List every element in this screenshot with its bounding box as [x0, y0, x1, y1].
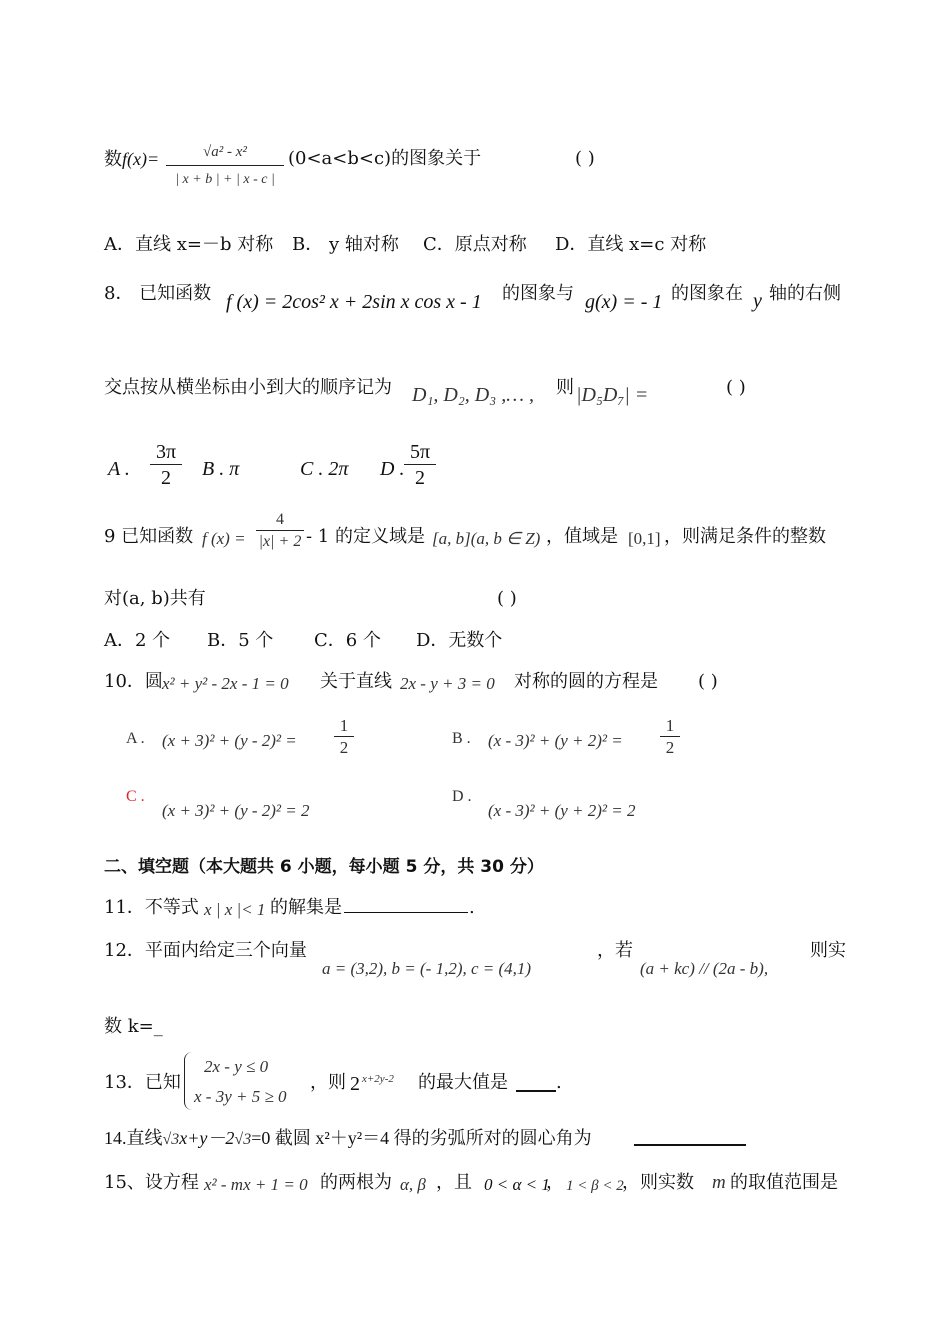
q8-function: f (x) = 2cos² x + 2sin x cos x - 1 [226, 291, 482, 313]
q14-text2: x+y－2 [179, 1128, 235, 1148]
q8-option-d-den: 2 [415, 467, 425, 489]
q8-option-d-label: D . [380, 458, 405, 480]
q8-option-a-den: 2 [161, 467, 171, 489]
q11-answer-blank[interactable] [344, 912, 468, 913]
q10-option-a-label: A . [126, 730, 145, 747]
q10-option-a-num: 1 [334, 716, 354, 737]
q7-fx: f(x)= [122, 149, 160, 169]
q15-expr: x² - mx + 1 = 0 [204, 1175, 308, 1194]
q13-label: 13．已知 [104, 1072, 181, 1093]
q12-label: 12．平面内给定三个向量 [104, 940, 307, 961]
q15-roots: α, β [400, 1175, 426, 1194]
q15-cond1-text: ，且 [436, 1172, 472, 1193]
q10-circle: x² + y² - 2x - 1 = 0 [162, 674, 289, 693]
q11-label: 11．不等式 [104, 897, 199, 918]
q10-option-d-label: D . [452, 788, 472, 805]
q10-option-b-label: B . [452, 730, 471, 747]
q8-option-d-frac [404, 440, 436, 491]
q15-comma: ， [546, 1172, 564, 1193]
q15-tail2: 的取值范围是 [730, 1172, 838, 1193]
q12-line2 [104, 1016, 163, 1038]
q10-option-c-label: C . [126, 788, 145, 805]
q9-tail: - 1 的定义域是 [306, 526, 425, 547]
q10-option-b-num: 1 [660, 716, 680, 737]
q9-line2: 对(a, b)共有 [104, 588, 206, 609]
q12-if: ，若 [597, 940, 633, 961]
q9-label: 9 已知函数 [104, 526, 194, 547]
q8-tail: 的图象在 [671, 283, 743, 304]
q10-option-a: (x + 3)² + (y - 2)² = [162, 731, 297, 750]
q13-answer-blank[interactable] [516, 1090, 556, 1092]
q8-option-a-label: A . [108, 458, 130, 480]
q9-option-b: B．5 个 [207, 630, 274, 651]
q10-line: 2x - y + 3 = 0 [400, 674, 495, 693]
q9-range: [0,1] [628, 529, 661, 548]
q7-fraction-den: | x + b | + | x - c | [175, 172, 275, 187]
q13-end: . [556, 1072, 562, 1093]
q8-tail2: 轴的右侧 [769, 283, 841, 304]
q7-fraction [166, 144, 284, 188]
q9-frac-den: |x| + 2 [258, 533, 302, 550]
q10-tail: 对称的圆的方程是 [514, 671, 658, 692]
q10-option-b-frac [660, 716, 680, 759]
q7-option-d: D．直线 x=c 对称 [555, 234, 707, 255]
q7-fraction-num: √a² - x² [166, 144, 284, 166]
q14-answer-blank[interactable] [634, 1144, 746, 1146]
q15-cond1: 0 < α < 1 [484, 1175, 550, 1194]
q14-text1: 14.直线 [104, 1128, 163, 1148]
q10-answer-paren: ( ) [698, 671, 718, 692]
q10-option-a-frac [334, 716, 354, 759]
q15-mid: 的两根为 [320, 1172, 392, 1193]
q12-condition: (a + kc) // (2a - b), [640, 959, 769, 978]
q7-answer-paren: ( ) [575, 148, 595, 169]
q8-points: D₁, D₂, D₃ ,… , [412, 384, 534, 406]
q10-option-a-den: 2 [339, 738, 349, 757]
q7-prefix: 数 [104, 149, 122, 170]
q7-stem [104, 148, 159, 171]
q12-line2-text: 数 k= [104, 1016, 154, 1037]
q8-option-a-num: 3π [150, 440, 182, 465]
q9-tail2: ，则满足条件的整数 [664, 526, 826, 547]
q11-end: . [469, 897, 475, 918]
q11-tail: 的解集是 [270, 897, 342, 918]
q9-option-c: C．6 个 [314, 630, 381, 651]
q12-answer-blank[interactable]: _ [153, 1016, 163, 1037]
section2-title: 二、填空题（本大题共 6 小题，每小题 5 分，共 30 分） [104, 857, 544, 877]
q14-text3: =0 截圆 x²＋y²＝4 得的劣弧所对的圆心角为 [251, 1128, 592, 1148]
q9-fx: f (x) = [202, 529, 246, 548]
q13-tail: 的最大值是 [418, 1072, 508, 1093]
q13-then: ，则 [310, 1072, 346, 1093]
q15-m: m [712, 1172, 726, 1193]
q8-line2: 交点按从横坐标由小到大的顺序记为 [104, 377, 392, 398]
q8-answer-paren: ( ) [726, 377, 746, 398]
q14-line [104, 1127, 592, 1151]
q9-answer-paren: ( ) [497, 588, 517, 609]
q15-cond2: 1 < β < 2 [566, 1178, 624, 1194]
q11-expr: x | x |< 1 [204, 900, 266, 919]
q13-base: 2 [350, 1073, 360, 1095]
q7-condition: (0<a<b<c)的图象关于 [288, 148, 482, 169]
q8-option-d-num: 5π [404, 440, 436, 465]
q12-tail: 则实 [810, 940, 846, 961]
q9-frac [256, 510, 304, 553]
q10-option-c: (x + 3)² + (y - 2)² = 2 [162, 801, 310, 820]
q13-brace [184, 1052, 193, 1110]
q9-frac-num: 4 [256, 510, 304, 531]
q8-option-a-frac [150, 440, 182, 491]
q10-option-b-den: 2 [665, 738, 675, 757]
q8-option-c: C . 2π [300, 458, 349, 480]
q8-label: 8． 已知函数 [104, 283, 212, 304]
q13-exponent: x+2y-2 [362, 1073, 394, 1085]
q8-mid: 的图象与 [502, 283, 574, 304]
q8-then: 则 [556, 377, 574, 398]
q13-sys2: x - 3y + 5 ≥ 0 [194, 1087, 287, 1106]
q8-g: g(x) = - 1 [585, 291, 663, 313]
q14-sqrt1: √3 [162, 1131, 180, 1148]
q7-option-c: C．原点对称 [423, 234, 527, 255]
q14-sqrt2: √3 [234, 1131, 252, 1148]
q15-tail: ，则实数 [622, 1172, 694, 1193]
q10-mid: 关于直线 [320, 671, 392, 692]
q7-option-b: B． y 轴对称 [292, 234, 399, 255]
q13-sys1: 2x - y ≤ 0 [204, 1057, 269, 1076]
q10-label: 10．圆 [104, 671, 163, 692]
q8-y: y [753, 290, 762, 312]
q8-abs: |D₅D₇| = [576, 384, 649, 406]
q10-option-b: (x - 3)² + (y + 2)² = [488, 731, 623, 750]
q10-option-d: (x - 3)² + (y + 2)² = 2 [488, 801, 636, 820]
q12-vectors: a = (3,2), b = (- 1,2), c = (4,1) [322, 959, 532, 978]
q8-option-b: B . π [202, 458, 240, 480]
q15-label: 15、设方程 [104, 1172, 199, 1193]
q9-range-text: ，值域是 [546, 526, 618, 547]
q9-domain: [a, b](a, b ∈ Z) [432, 529, 541, 548]
q7-option-a: A．直线 x=－b 对称 [104, 234, 274, 255]
q9-option-d: D．无数个 [416, 630, 503, 651]
q9-option-a: A．2 个 [104, 630, 171, 651]
